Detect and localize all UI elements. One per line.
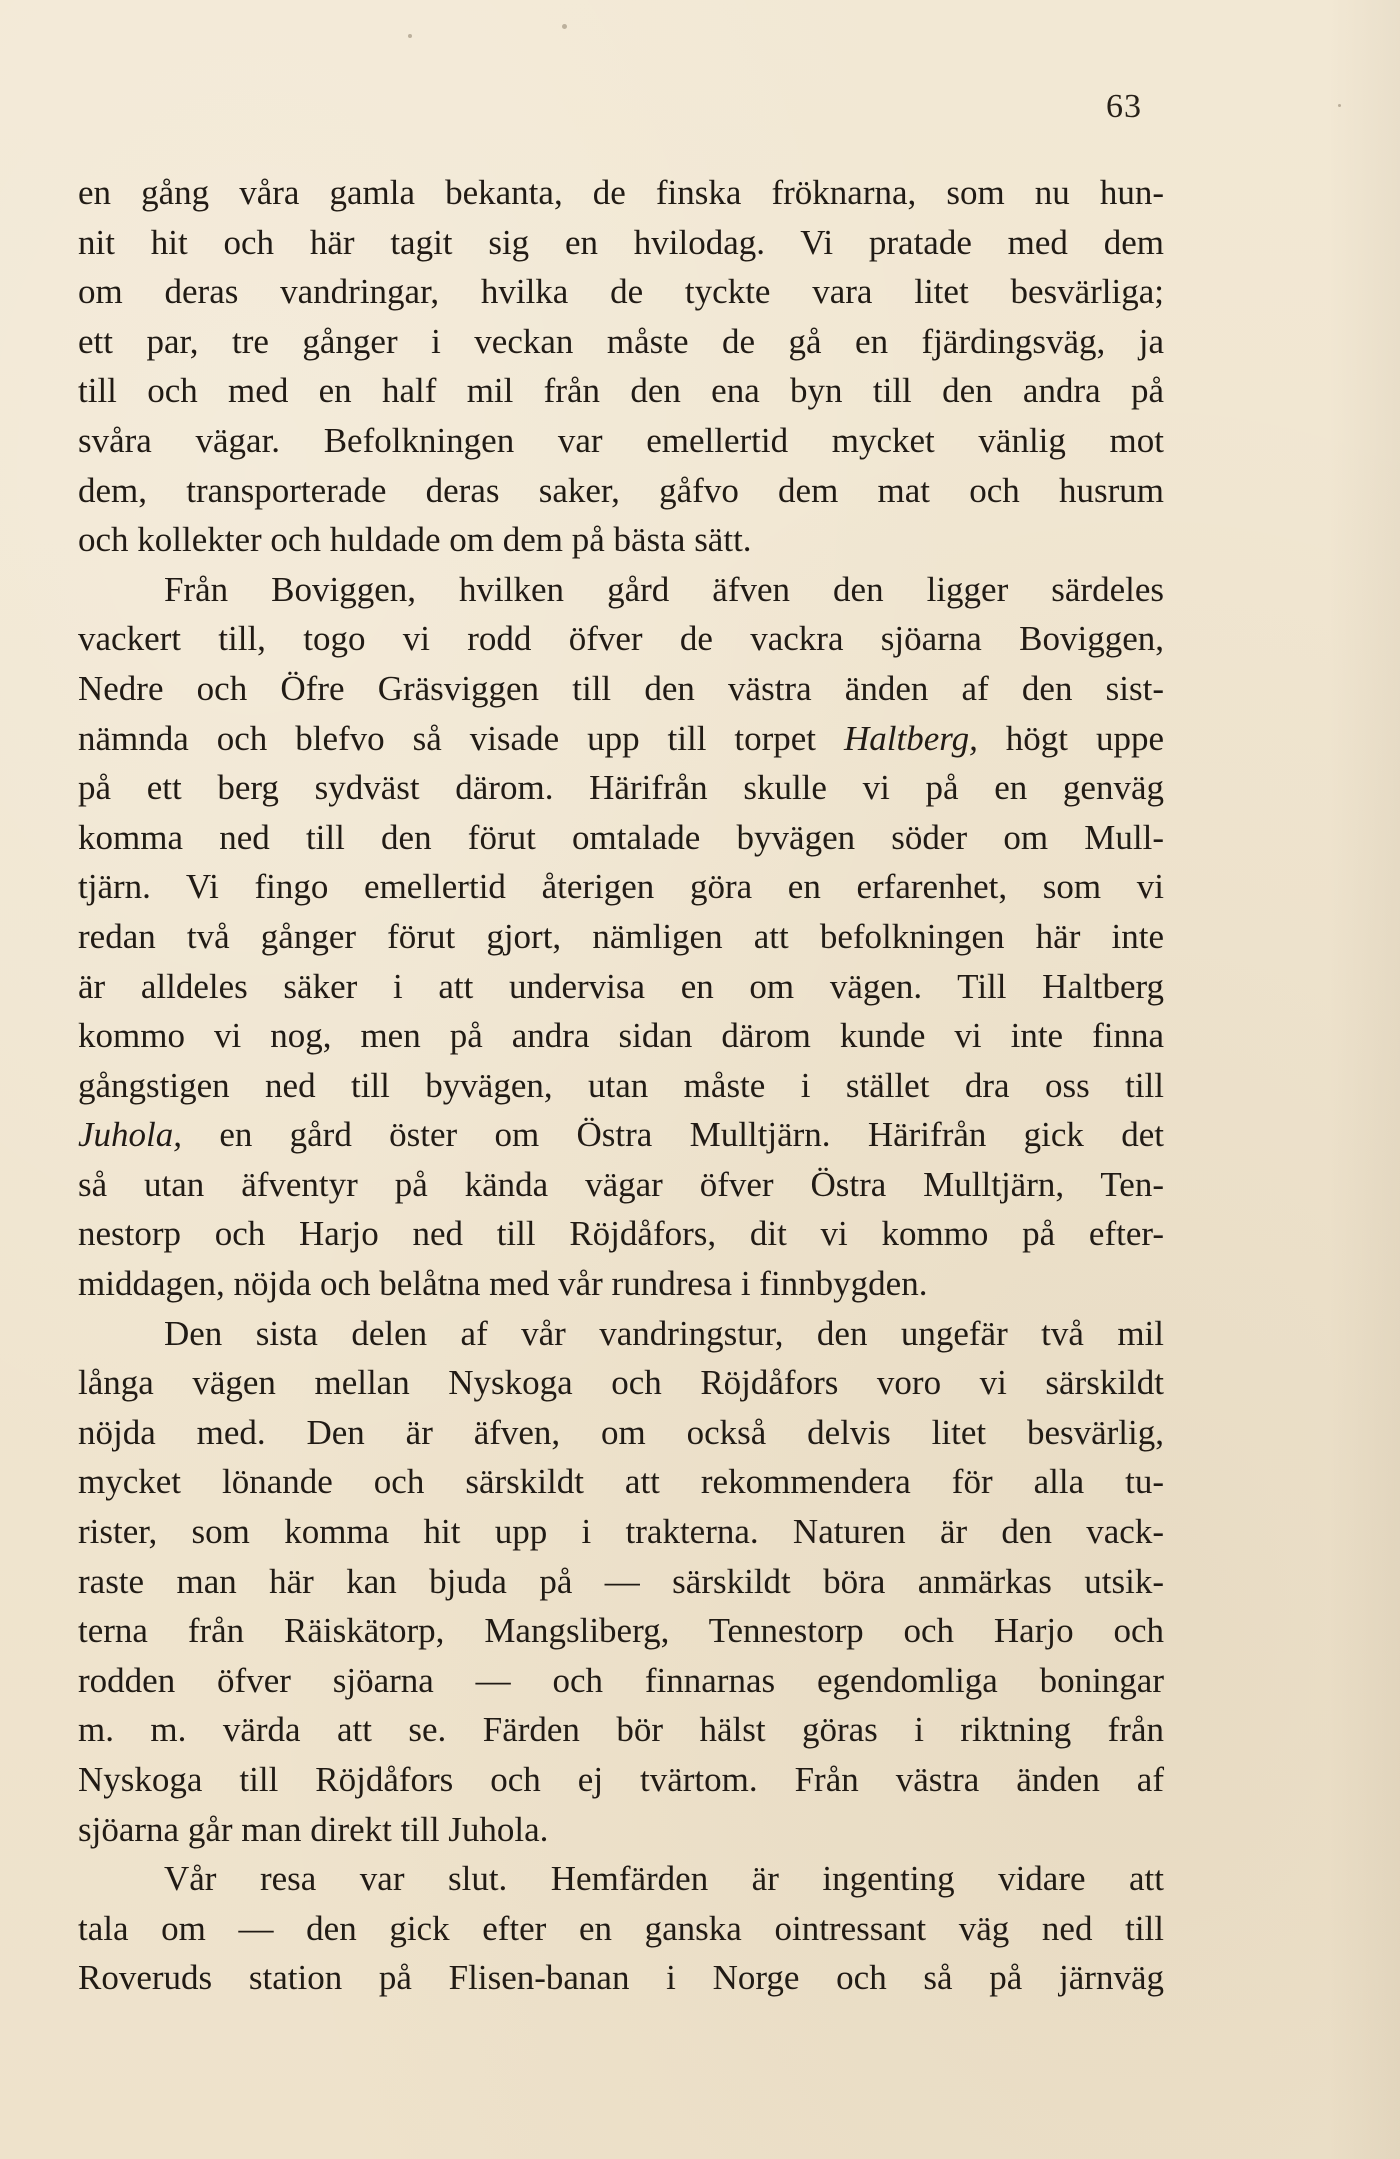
text-line-15 [78,862,1164,912]
text-line-29 [78,1557,1164,1607]
text-line-26-content: nöjda med. Den är äfven, om också delvis litet besvärlig, [78,1412,1164,1452]
text-line-32-content: m. m. värda att se. Färden bör hälst göras i riktning från [78,1710,1164,1750]
text-line-14 [78,813,1164,863]
text-line-34-content: sjöarna går man direkt till Juhola. [78,1809,549,1849]
text-line-19 [78,1061,1164,1111]
text-line-8-content: och kollekter och huldade om dem på bästa sätt. [78,520,752,560]
text-line-27 [78,1457,1164,1507]
text-line-26 [78,1408,1164,1458]
text-line-34 [78,1805,1164,1855]
text-line-8 [78,515,1164,565]
text-line-33-content: Nyskoga till Röjdåfors och ej tvärtom. Från västra änden af [78,1760,1164,1799]
text-line-24 [78,1309,1164,1359]
text-line-37 [78,1953,1164,2003]
text-line-11 [78,664,1164,714]
paper-speck [562,24,567,29]
text-line-21-content: så utan äfventyr på kända vägar öfver Östra Mulltjärn, Ten- [78,1164,1164,1204]
text-line-23-content: middagen, nöjda och belåtna med vår rundresa i finnbygden. [78,1264,928,1304]
text-line-10 [78,614,1164,664]
text-line-3-content: om deras vandringar, hvilka de tyckte vara litet besvärliga; [78,272,1164,312]
page-number: 63 [1106,88,1142,125]
text-line-3 [78,267,1164,317]
text-line-20-post: en gård öster om Östra Mulltjärn. Härifrån gick det [182,1115,1164,1155]
text-line-1-content: en gång våra gamla bekanta, de finska fröknarna, som nu hun- [78,173,1164,212]
text-line-12-post: högt uppe [977,718,1164,758]
text-line-13 [78,763,1164,813]
text-line-28 [78,1507,1164,1557]
text-line-7 [78,466,1164,516]
text-line-29-content: raste man här kan bjuda på — särskildt böra anmärkas utsik- [78,1561,1164,1601]
text-line-9-content: Från Boviggen, hvilken gård äfven den ligger särdeles [164,569,1164,609]
text-line-14-content: komma ned till den förut omtalade byvägen söder om Mull- [78,817,1164,857]
text-line-31 [78,1656,1164,1706]
text-line-12 [78,714,1164,764]
text-line-19-content: gångstigen ned till byvägen, utan måste i stället dra oss till [78,1065,1164,1105]
text-line-25 [78,1358,1164,1408]
text-line-9 [78,565,1164,615]
text-line-23 [78,1259,1164,1309]
text-line-21 [78,1160,1164,1210]
text-line-12-italic: Haltberg, [843,718,978,758]
text-line-13-content: på ett berg sydväst därom. Härifrån skulle vi på en genväg [78,768,1164,808]
text-line-22-content: nestorp och Harjo ned till Röjdåfors, dit vi kommo på efter- [78,1214,1164,1254]
text-line-16-content: redan två gånger förut gjort, nämligen att befolkningen här inte [78,916,1164,956]
text-line-30 [78,1606,1164,1656]
text-line-15-content: tjärn. Vi fingo emellertid återigen göra en erfarenhet, som vi [78,867,1164,907]
text-line-12-pre: nämnda och blefvo så visade upp till torpet [78,718,844,758]
text-line-24-content: Den sista delen af vår vandringstur, den ungefär två mil [164,1313,1164,1353]
text-line-6 [78,416,1164,466]
text-line-37-content: Roveruds station på Flisen-banan i Norge och så på järnväg [78,1958,1164,1998]
text-line-35 [78,1854,1164,1904]
text-line-18-content: kommo vi nog, men på andra sidan därom kunde vi inte finna [78,1016,1164,1056]
text-line-36-content: tala om — den gick efter en ganska ointressant väg ned till [78,1908,1164,1948]
text-line-28-content: rister, som komma hit upp i trakterna. Naturen är den vack- [78,1512,1164,1552]
paper-speck [408,34,412,38]
text-line-33 [78,1755,1164,1805]
text-line-27-content: mycket lönande och särskildt att rekommendera för alla tu- [78,1462,1164,1502]
text-line-10-content: vackert till, togo vi rodd öfver de vackra sjöarna Boviggen, [78,619,1164,659]
text-line-22 [78,1209,1164,1259]
text-line-5-content: till och med en half mil från den ena byn till den andra på [78,371,1164,411]
text-line-20 [78,1110,1164,1160]
text-line-18 [78,1011,1164,1061]
text-line-11-content: Nedre och Öfre Gräsviggen till den västra änden af den sist- [78,668,1164,708]
text-line-35-content: Vår resa var slut. Hemfärden är ingenting vidare att [164,1859,1164,1899]
text-line-6-content: svåra vägar. Befolkningen var emellertid mycket vänlig mot [78,420,1164,460]
text-line-25-content: långa vägen mellan Nyskoga och Röjdåfors voro vi särskildt [78,1363,1164,1403]
text-line-30-content: terna från Räiskätorp, Mangsliberg, Tennestorp och Harjo och [78,1611,1164,1651]
text-line-36 [78,1904,1164,1954]
text-line-32 [78,1705,1164,1755]
text-line-2-content: nit hit och här tagit sig en hvilodag. Vi pratade med dem [78,222,1164,262]
text-line-2 [78,218,1164,268]
page-edge-shadow [1328,0,1400,2159]
text-line-4-content: ett par, tre gånger i veckan måste de gå en fjärdingsväg, ja [78,321,1164,361]
text-line-16 [78,912,1164,962]
text-line-7-content: dem, transporterade deras saker, gåfvo dem mat och husrum [78,470,1164,510]
text-line-17-content: är alldeles säker i att undervisa en om vägen. Till Haltberg [78,966,1164,1006]
paper-speck [1338,104,1341,107]
text-line-17 [78,962,1164,1012]
text-line-20-italic: Juhola, [78,1115,183,1155]
text-line-31-content: rodden öfver sjöarna — och finnarnas egendomliga boningar [78,1660,1164,1700]
text-line-4 [78,317,1164,367]
body-text [78,168,1164,2003]
text-line-5 [78,366,1164,416]
text-line-1 [78,168,1164,218]
